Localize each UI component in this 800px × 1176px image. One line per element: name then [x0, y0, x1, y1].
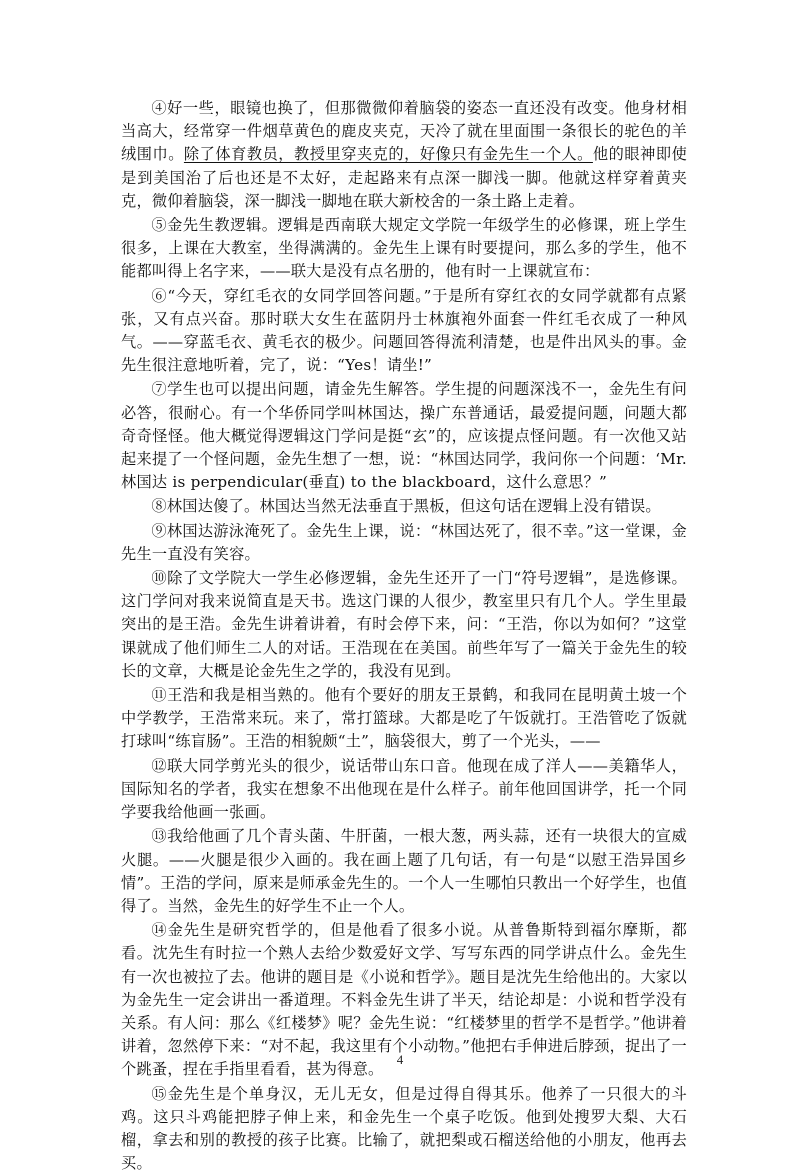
paragraph-11	[121, 684, 687, 754]
paragraph-6	[121, 285, 687, 378]
paragraph-9	[121, 520, 687, 566]
paragraph-11-text: ⑪王浩和我是相当熟的。他有个要好的朋友王景鹤，和我同在昆明黄土坡一个中学教学，王浩常来玩。来了，常打篮球。大都是吃了午饭就打。王浩管吃了饭就打球叫“练盲肠”。王浩的相貌颇“土”，脑袋很大，剪了一个光头，——	[121, 686, 687, 751]
paragraph-4-underlined-sentence: 除了体育教员，教授里穿夹克的，好像只有金先生一个人。	[183, 145, 593, 164]
paragraph-5-text: ⑤金先生教逻辑。逻辑是西南联大规定文学院一年级学生的必修课，班上学生很多，上课在大教室，坐得满满的。金先生上课有时要提问，那么多的学生，他不能都叫得上名字来，——联大是没有点名册的，他有时一上课就宣布：	[121, 216, 687, 281]
paragraph-7-text: ⑦学生也可以提出问题，请金先生解答。学生提的问题深浅不一，金先生有问必答，很耐心。有一个华侨同学叫林国达，操广东普通话，最爱提问题，问题大都奇奇怪怪。他大概觉得逻辑这门学问是挺“玄”的，应该提点怪问题。有一次他又站起来提了一个怪问题，金先生想了一想，说：“林国达同学，我问你一个问题：‘Mr. 林国达 is perpendicular(垂直) to the blackboard，这什么意思？”	[121, 380, 687, 492]
document-body	[121, 97, 687, 1176]
paragraph-4-text-a: ④好一些，眼镜也换了，但那微微仰着脑袋的姿态一直还没有改变。他身材相当高大，经常穿一件烟草黄色的鹿皮夹克，天冷了就在里面围一条很长的驼色的羊绒围巾。	[121, 99, 687, 164]
paragraph-10-text: ⑩除了文学院大一学生必修逻辑，金先生还开了一门“符号逻辑”，是选修课。这门学问对我来说简直是天书。选这门课的人很少，教室里只有几个人。学生里最突出的是王浩。金先生讲着讲着，有时会停下来，问：“王浩，你以为如何？”这堂课就成了他们师生二人的对话。王浩现在在美国。前些年写了一篇关于金先生的较长的文章，大概是论金先生之学的，我没有见到。	[121, 569, 687, 680]
paragraph-13-text: ⑬我给他画了几个青头菌、牛肝菌，一根大葱，两头蒜，还有一块很大的宣威火腿。——火腿是很少入画的。我在画上题了几句话，有一句是“以慰王浩异国乡情”。王浩的学问，原来是师承金先生的。一个人一生哪怕只教出一个好学生，也值得了。当然，金先生的好学生不止一个人。	[121, 827, 687, 915]
paragraph-6-text: ⑥“今天，穿红毛衣的女同学回答问题。”于是所有穿红衣的女同学就都有点紧张，又有点兴奋。那时联大女生在蓝阴丹士林旗袍外面套一件红毛衣成了一种风气。——穿蓝毛衣、黄毛衣的极少。问题回答得流利清楚，也是件出风头的事。金先生很注意地听着，完了，说：“Yes！请坐!”	[121, 286, 687, 375]
paragraph-12	[121, 755, 687, 825]
paragraph-12-text: ⑫联大同学剪光头的很少，说话带山东口音。他现在成了洋人——美籍华人，国际知名的学者，我实在想象不出他现在是什么样子。前年他回国讲学，托一个同学要我给他画一张画。	[121, 756, 687, 822]
paragraph-4	[121, 97, 687, 213]
paragraph-5	[121, 214, 687, 284]
paragraph-9-text: ⑨林国达游泳淹死了。金先生上课，说：“林国达死了，很不幸。”这一堂课，金先生一直没有笑容。	[121, 521, 687, 563]
page-number: 4	[396, 1052, 404, 1067]
paragraph-14-text: ⑭金先生是研究哲学的，但是他看了很多小说。从普鲁斯特到福尔摩斯，都看。沈先生有时拉一个熟人去给少数爱好文学、写写东西的同学讲点什么。金先生有一次也被拉了去。他讲的题目是《小说和哲学》。题目是沈先生给他出的。大家以为金先生一定会讲出一番道理。不料金先生讲了半天，结论却是：小说和哲学没有关系。有人问：那么《红楼梦》呢？金先生说：“红楼梦里的哲学不是哲学。”他讲着讲着，忽然停下来：“对不起，我这里有个小动物。”他把右手伸进后脖颈，捉出了一个跳蚤，捏在手指里看看，甚为得意。	[121, 921, 687, 1079]
paragraph-4-text-b: 他的眼神即使是到美国治了后也还是不太好，走起路来有点深一脚浅一脚。他就这样穿着黄夹克，微仰着脑袋，深一脚浅一脚地在联大新校舍的一条土路上走着。	[121, 145, 688, 210]
paragraph-10	[121, 567, 687, 683]
paragraph-15-text: ⑮金先生是个单身汉，无儿无女，但是过得自得其乐。他养了一只很大的斗鸡。这只斗鸡能把脖子伸上来，和金先生一个桌子吃饭。他到处搜罗大梨、大石榴，拿去和别的教授的孩子比赛。比输了，就把梨或石榴送给他的小朋友，他再去买。	[121, 1084, 687, 1173]
paragraph-13	[121, 825, 687, 918]
paragraph-7	[121, 378, 687, 494]
paragraph-8	[121, 495, 687, 518]
paragraph-15	[121, 1083, 687, 1176]
paragraph-8-text: ⑧林国达傻了。林国达当然无法垂直于黑板，但这句话在逻辑上没有错误。	[151, 497, 661, 516]
